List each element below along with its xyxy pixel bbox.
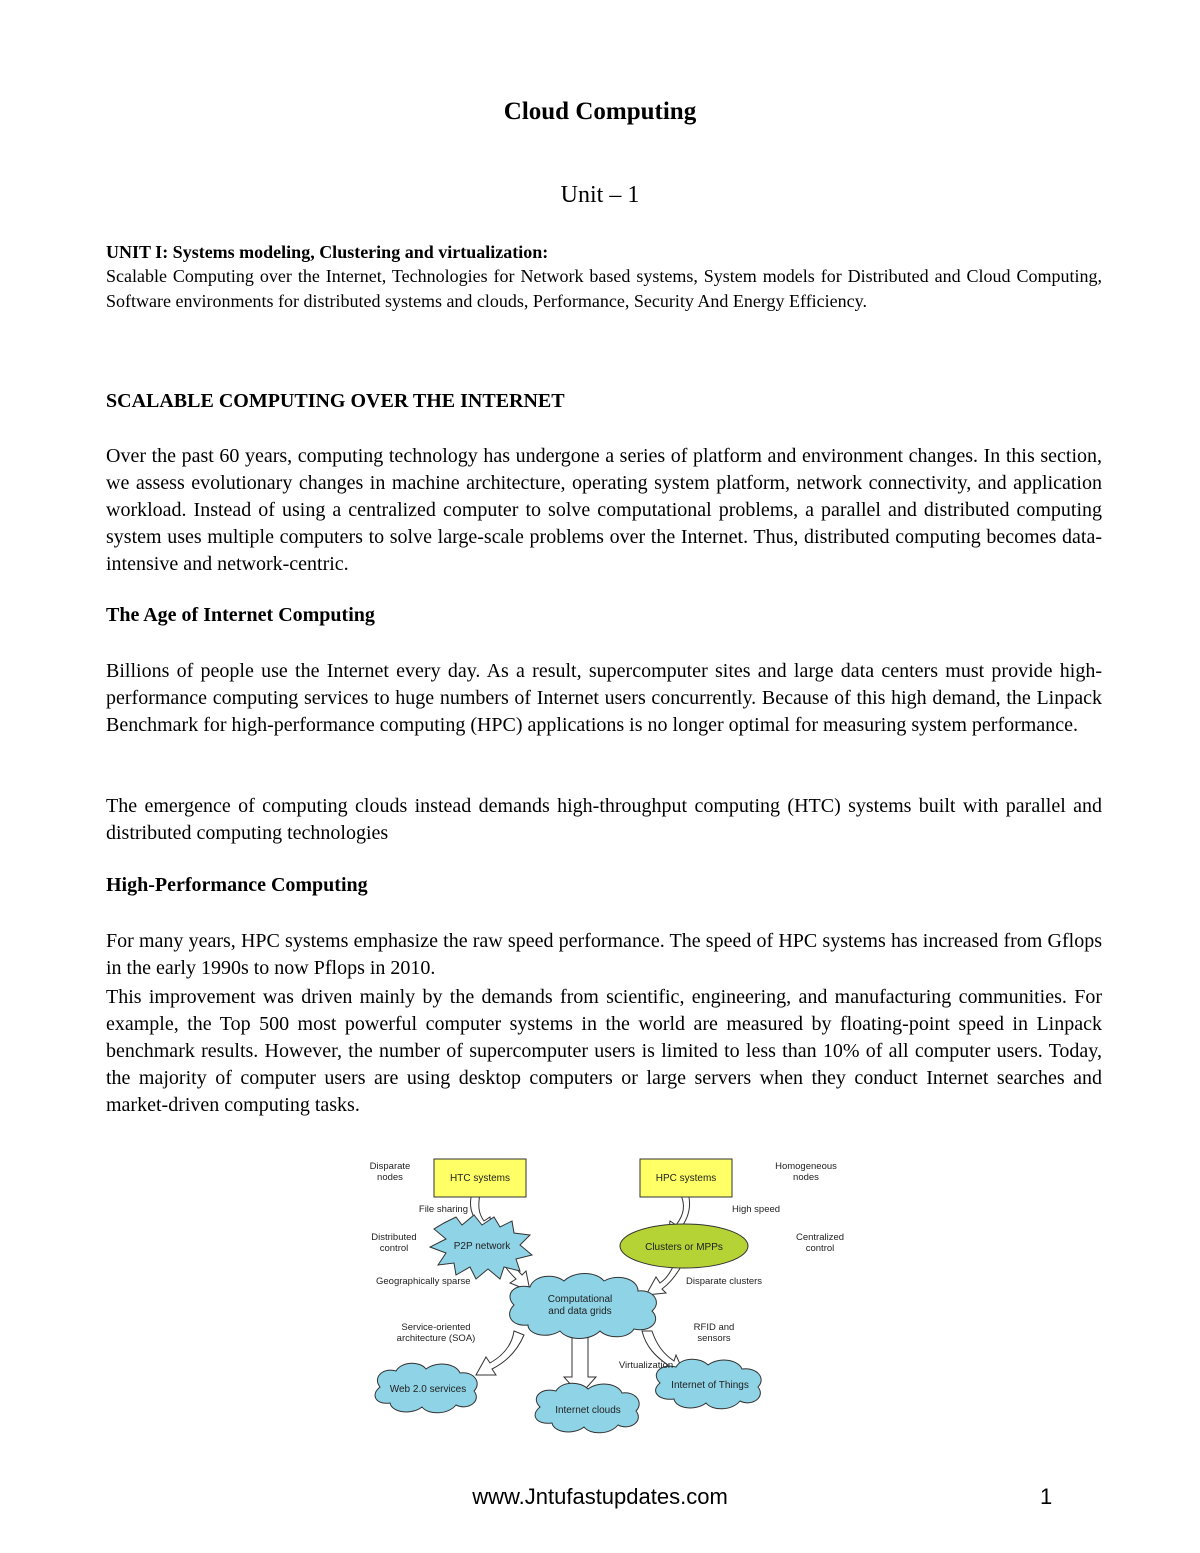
centralized-control-label-1: Centralized — [795, 1232, 845, 1243]
high-speed-label: High speed — [732, 1204, 781, 1215]
disparate-nodes-label-1: Disparate — [369, 1161, 411, 1172]
syllabus-text: Scalable Computing over the Internet, Technologies for Network based systems, System models for Distributed and Cloud Computing, Software environments for distributed systems and clouds, Performance, Security And Energy Efficiency. — [106, 266, 1102, 311]
disparate-clusters-label: Disparate clusters — [686, 1276, 763, 1287]
clusters-label: Clusters or MPPs — [645, 1242, 723, 1253]
homogeneous-nodes-label-2: nodes — [793, 1172, 819, 1183]
unit-label: Unit – 1 — [560, 182, 640, 208]
computing-evolution-diagram — [364, 1155, 854, 1440]
grids-label-line-1: Computational — [547, 1294, 613, 1305]
subheading-hpc: High-Performance Computing — [106, 874, 368, 896]
centralized-control-label-2: control — [805, 1243, 835, 1254]
section-heading: SCALABLE COMPUTING OVER THE INTERNET — [106, 390, 565, 412]
web20-label: Web 2.0 services — [389, 1384, 467, 1395]
distributed-control-label-2: control — [379, 1243, 409, 1254]
internet-clouds-label: Internet clouds — [555, 1405, 621, 1416]
rfid-label-1: RFID and — [693, 1322, 735, 1333]
iot-label: Internet of Things — [671, 1380, 749, 1391]
geo-sparse-label: Geographically sparse — [376, 1276, 471, 1287]
subheading-age-of-internet: The Age of Internet Computing — [106, 604, 375, 626]
file-sharing-label: File sharing — [418, 1204, 468, 1215]
paragraph-internet-computing: Billions of people use the Internet every day. As a result, supercomputer sites and large data centers must provide high-performance computing services to huge numbers of Internet users concurrently. Because of this high demand, the Linpack Benchmark for high-performance computing (HPC) applications is no longer optimal for measuring system performance. — [106, 660, 1102, 736]
soa-label-2: architecture (SOA) — [396, 1333, 476, 1344]
paragraph-computing-clouds: The emergence of computing clouds instead demands high-throughput computing (HTC) systems built with parallel and distributed computing technologies — [106, 795, 1102, 844]
document-title: Cloud Computing — [503, 98, 697, 125]
homogeneous-nodes-label-1: Homogeneous — [775, 1161, 837, 1172]
distributed-control-label-1: Distributed — [371, 1232, 417, 1243]
htc-systems-label: HTC systems — [450, 1173, 510, 1184]
virtualization-label: Virtualization — [618, 1360, 674, 1371]
footer-url: www.Jntufastupdates.com — [472, 1484, 728, 1509]
paragraph-hpc-users: This improvement was driven mainly by the demands from scientific, engineering, and manufacturing communities. For example, the Top 500 most powerful computer systems in the world are measured by floating-point speed in Linpack benchmark results. However, the number of supercomputer users is limited to less than 10% of all computer users. Today, the majority of computer users are using desktop computers or large servers when they conduct Internet searches and market-driven computing tasks. — [106, 986, 1102, 1116]
page-number: 1 — [1040, 1484, 1053, 1509]
paragraph-intro: Over the past 60 years, computing technology has undergone a series of platform and environment changes. In this section, we assess evolutionary changes in machine architecture, operating system platform, network connectivity, and application workload. Instead of using a centralized computer to solve computational problems, a parallel and distributed computing system uses multiple computers to solve large-scale problems over the Internet. Thus, distributed computing becomes data-intensive and network-centric. — [106, 445, 1102, 575]
soa-label-1: Service-oriented — [401, 1322, 471, 1333]
paragraph-hpc-speed: For many years, HPC systems emphasize the raw speed performance. The speed of HPC systems has increased from Gflops in the early 1990s to now Pflops in 2010. — [106, 930, 1102, 979]
hpc-systems-label: HPC systems — [655, 1173, 717, 1184]
unit-heading: UNIT I: Systems modeling, Clustering and virtualization: — [106, 242, 549, 262]
rfid-label-2: sensors — [697, 1333, 731, 1344]
disparate-nodes-label-2: nodes — [377, 1172, 403, 1183]
p2p-network-label: P2P network — [453, 1241, 511, 1252]
grids-label-line-2: and data grids — [548, 1306, 612, 1317]
